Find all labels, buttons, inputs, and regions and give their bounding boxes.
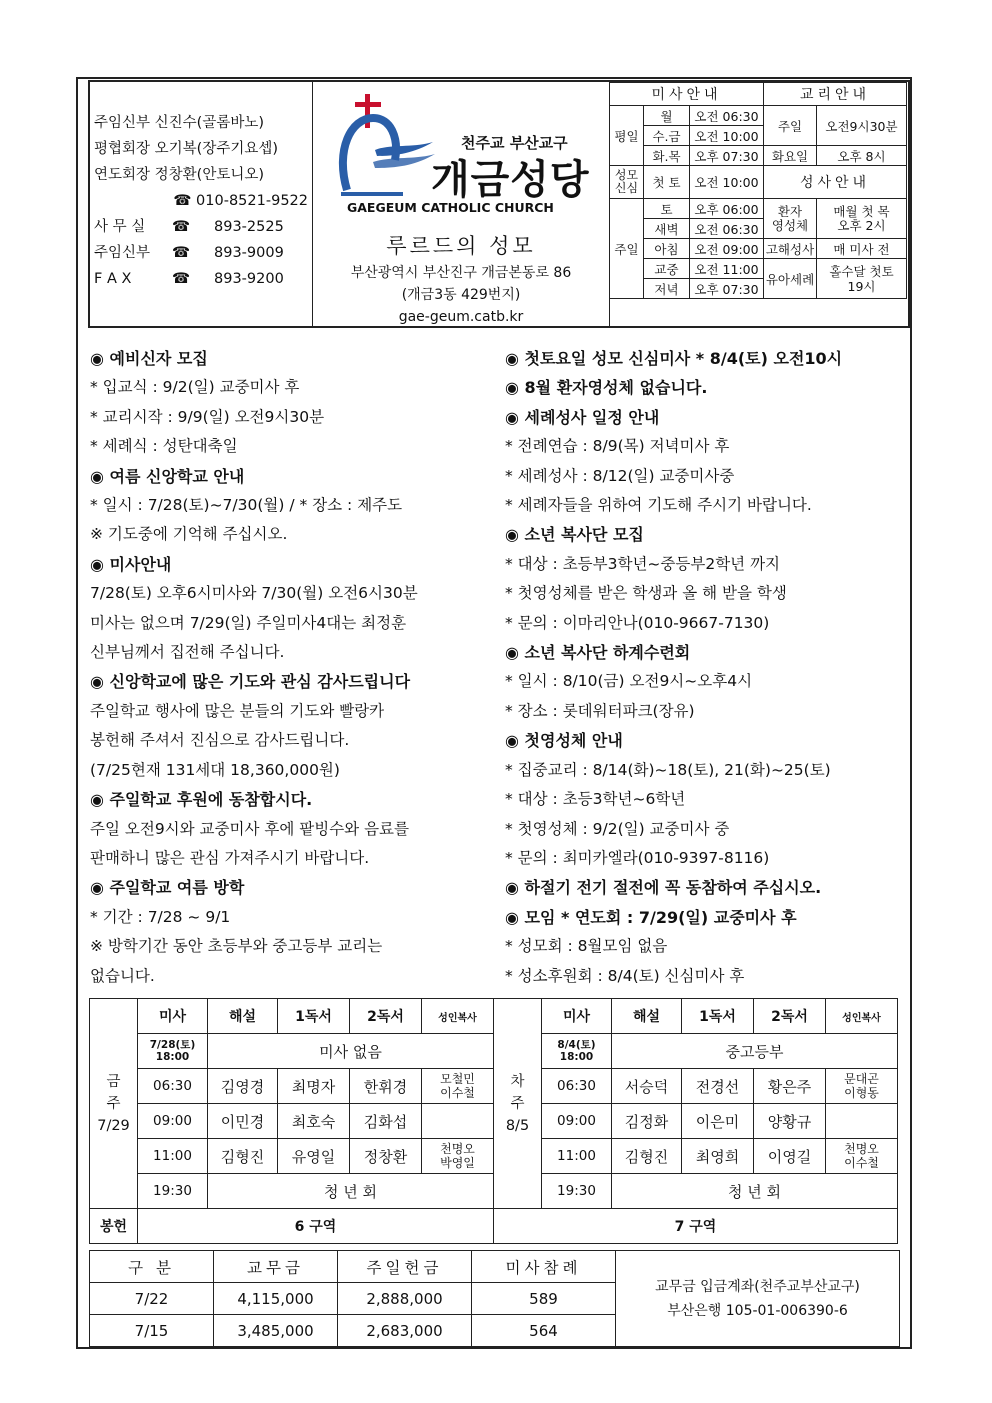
altar-server xyxy=(422,1104,494,1139)
account-line: 교무금 입금계좌(천주교부산교구) xyxy=(655,1278,860,1295)
sacrament-name: 유아세례 xyxy=(764,259,817,299)
weekday-label: 평일 xyxy=(610,106,644,166)
notice-line: 미사는 없으며 7/29(일) 주일미사4대는 최정훈 xyxy=(90,613,407,632)
commentator: 김정화 xyxy=(612,1104,682,1139)
notice-heading: ◉ 8월 환자영성체 없습니다. xyxy=(505,378,708,398)
rota-header: 해설 xyxy=(208,999,278,1034)
notice-heading: ◉ 모임 * 연도회 : 7/29(일) 교중미사 후 xyxy=(505,907,797,927)
mass-time: 오후 07:30 xyxy=(690,146,764,166)
staff-name: 오기복(장주기요셉) xyxy=(154,141,279,157)
finance-header: 미사참례 xyxy=(472,1251,616,1283)
second-reader: 이영길 xyxy=(754,1139,826,1174)
first-reader: 최영희 xyxy=(682,1139,754,1174)
catechism-title: 교리안내 xyxy=(764,83,907,106)
phone-label: 주임신부 xyxy=(94,245,151,261)
commentator: 김형진 xyxy=(208,1139,278,1174)
second-reader: 정창환 xyxy=(350,1139,422,1174)
rota-note: 청 년 회 xyxy=(612,1174,898,1209)
altar-server: 모철민 이수철 xyxy=(422,1069,494,1104)
staff-name: 신진수(골롬바노) xyxy=(154,115,265,131)
mass-day: 저녁 xyxy=(644,279,690,299)
rota-header: 1독서 xyxy=(682,999,754,1034)
second-reader: 양황규 xyxy=(754,1104,826,1139)
mass-time: 오후 07:30 xyxy=(690,279,764,299)
second-reader: 김화섭 xyxy=(350,1104,422,1139)
finance-header: 구 분 xyxy=(90,1251,214,1283)
mass-time: 오전 06:30 xyxy=(690,106,764,126)
sacrament-when: 매 미사 전 xyxy=(817,239,907,259)
altar-server: 천명오 이수철 xyxy=(826,1139,898,1174)
mass-time: 오후 06:00 xyxy=(690,199,764,219)
notice-line: * 대상 : 초등3학년~6학년 xyxy=(505,790,686,809)
notice-heading: ◉ 신앙학교에 많은 기도와 관심 감사드립니다 xyxy=(90,672,411,692)
mass-time: 오전 11:00 xyxy=(690,259,764,279)
offering-label: 봉헌 xyxy=(90,1209,138,1244)
rota-header: 2독서 xyxy=(754,999,826,1034)
finance-attendance: 589 xyxy=(472,1283,616,1315)
staff-council xyxy=(94,136,312,162)
mass-time: 오전 10:00 xyxy=(690,126,764,146)
mass-time: 오전 06:30 xyxy=(690,219,764,239)
notice-line: 신부님께서 집전해 주십니다. xyxy=(90,643,285,662)
priest-phone-row xyxy=(94,240,312,266)
finance-tithe: 3,485,000 xyxy=(214,1315,338,1347)
catechism-time: 오전9시30분 xyxy=(817,106,907,146)
first-reader: 전경선 xyxy=(682,1069,754,1104)
finance-date: 7/15 xyxy=(90,1315,214,1347)
notice-line: * 집중교리 : 8/14(화)~18(토), 21(화)~25(토) xyxy=(505,760,831,779)
notice-line: * 세례식 : 성탄대축일 xyxy=(90,437,238,456)
notice-line: * 첫영성체를 받은 학생과 올 해 받을 학생 xyxy=(505,584,787,603)
rota-note: 청 년 회 xyxy=(208,1174,494,1209)
staff-pastor xyxy=(94,110,312,136)
first-reader: 유영일 xyxy=(278,1139,350,1174)
address-line: (개금3동 429번지) xyxy=(401,287,521,303)
rota-header: 성인복사 xyxy=(826,999,898,1034)
staff-label: 연도회장 xyxy=(94,167,151,183)
rota-note: 중고등부 xyxy=(612,1034,898,1069)
notice-heading: ◉ 예비신자 모집 xyxy=(90,349,208,368)
notice-heading: ◉ 세례성사 일정 안내 xyxy=(505,407,660,427)
notice-line: 없습니다. xyxy=(90,966,155,985)
offering-this-week: 6 구역 xyxy=(138,1209,494,1244)
notice-line: * 성소후원회 : 8/4(토) 신심미사 후 xyxy=(505,966,745,985)
notice-line: 봉헌해 주셔서 진심으로 감사드립니다. xyxy=(90,731,350,750)
notice-line: * 일시 : 7/28(토)~7/30(월) / * 장소 : 제주도 xyxy=(90,496,403,515)
rota-note: 미사 없음 xyxy=(208,1034,494,1069)
mass-schedule-title: 미사안내 xyxy=(610,83,764,106)
mass-day: 화.목 xyxy=(644,146,690,166)
liturgy-rota xyxy=(89,998,898,1244)
commentator: 서승덕 xyxy=(612,1069,682,1104)
finance-tithe: 4,115,000 xyxy=(214,1283,338,1315)
fax-row xyxy=(94,266,312,292)
rota-time: 7/28(토) 18:00 xyxy=(138,1034,208,1069)
finance-header: 주일헌금 xyxy=(338,1251,472,1283)
staff-name: 정창환(안토니오) xyxy=(154,167,265,183)
mass-day: 교중 xyxy=(644,259,690,279)
rota-time: 06:30 xyxy=(542,1069,612,1104)
notice-heading: ◉ 하절기 전기 절전에 꼭 동참하여 주십시오. xyxy=(505,878,822,898)
sacrament-when: 매월 첫 목 오후 2시 xyxy=(817,199,907,239)
commentator: 김영경 xyxy=(208,1069,278,1104)
office-phone-row xyxy=(94,214,312,240)
offering-row xyxy=(90,1209,898,1244)
sunday-label: 주일 xyxy=(610,199,644,299)
phone-number: 893-2525 xyxy=(214,219,284,235)
mass-day: 첫 토 xyxy=(644,166,690,199)
offering-next-week: 7 구역 xyxy=(494,1209,898,1244)
mass-day: 월 xyxy=(644,106,690,126)
notice-heading: ◉ 소년 복사단 하계수련회 xyxy=(505,643,691,663)
staff-mobile: ☎ 010-8521-9522 xyxy=(173,193,308,209)
notice-line: * 첫영성체 : 9/2(일) 교중미사 중 xyxy=(505,819,730,838)
phone-number: 893-9200 xyxy=(214,271,284,287)
this-week-label: 금 주 7/29 xyxy=(90,999,138,1209)
notice-line: * 문의 : 최미카엘라(010-9397-8116) xyxy=(505,848,770,867)
catechism-day: 주일 xyxy=(764,106,817,146)
rota-time: 11:00 xyxy=(542,1139,612,1174)
mass-day: 토 xyxy=(644,199,690,219)
patron-saint: 루르드의 성모 xyxy=(386,234,536,258)
rota-time: 8/4(토) 18:00 xyxy=(542,1034,612,1069)
next-week-label: 차 주 8/5 xyxy=(494,999,542,1209)
rota-header: 2독서 xyxy=(350,999,422,1034)
notice-heading: ◉ 미사안내 xyxy=(90,554,172,574)
mass-time: 오전 10:00 xyxy=(690,166,764,199)
finance-header: 교무금 xyxy=(214,1251,338,1283)
first-reader: 이은미 xyxy=(682,1104,754,1139)
account-number: 부산은행 105-01-006390-6 xyxy=(667,1302,848,1319)
church-address xyxy=(313,262,609,328)
rota-header: 성인복사 xyxy=(422,999,494,1034)
commentator: 김형진 xyxy=(612,1139,682,1174)
notice-heading: ◉ 첫토요일 성모 신심미사 * 8/4(토) 오전10시 xyxy=(505,349,843,368)
rota-header: 미사 xyxy=(542,999,612,1034)
rota-header: 미사 xyxy=(138,999,208,1034)
finance-header-row xyxy=(90,1251,900,1283)
mass-day: 아침 xyxy=(644,239,690,259)
mass-time: 오전 09:00 xyxy=(690,239,764,259)
second-reader: 황은주 xyxy=(754,1069,826,1104)
notice-line: ※ 기도중에 기억해 주십시오. xyxy=(90,525,288,544)
notice-line: * 장소 : 롯데워터파크(장유) xyxy=(505,701,695,720)
staff-ydo xyxy=(94,162,312,188)
notice-line: * 입교식 : 9/2(일) 교중미사 후 xyxy=(90,378,300,397)
sacrament-name: 환자 영성체 xyxy=(764,199,817,239)
notice-line: 주일학교 행사에 많은 분들의 기도와 빨랑카 xyxy=(90,701,385,720)
rota-time: 09:00 xyxy=(542,1104,612,1139)
rota-header: 해설 xyxy=(612,999,682,1034)
commentator: 이민경 xyxy=(208,1104,278,1139)
notice-line: 7/28(토) 오후6시미사와 7/30(월) 오전6시30분 xyxy=(90,584,418,603)
notice-line: * 세례자들을 위하여 기도해 주시기 바랍니다. xyxy=(505,496,812,515)
schedule-table xyxy=(609,82,907,299)
diocese-name: 천주교 부산교구 xyxy=(461,134,568,152)
phone-number: 893-9009 xyxy=(214,245,284,261)
sacrament-name: 고해성사 xyxy=(764,239,817,259)
rota-time: 19:30 xyxy=(542,1174,612,1209)
rota-header-row xyxy=(90,999,898,1034)
notice-line: * 기간 : 7/28 ~ 9/1 xyxy=(90,907,231,926)
notice-line: * 성모회 : 8월모임 없음 xyxy=(505,937,668,956)
catechism-time: 오후 8시 xyxy=(817,146,907,166)
website-link[interactable]: gae-geum.catb.kr xyxy=(398,309,524,325)
notice-line: * 교리시작 : 9/9(일) 오전9시30분 xyxy=(90,407,325,426)
staff-label: 평협회장 xyxy=(94,141,151,157)
notice-heading: ◉ 여름 신앙학교 안내 xyxy=(90,466,245,486)
finance-attendance: 564 xyxy=(472,1315,616,1347)
finance-collection: 2,683,000 xyxy=(338,1315,472,1347)
announcements-right xyxy=(505,344,910,991)
notice-heading: ◉ 소년 복사단 모집 xyxy=(505,525,644,545)
mass-day: 새벽 xyxy=(644,219,690,239)
finance-collection: 2,888,000 xyxy=(338,1283,472,1315)
firstsat-label: 성모신심 xyxy=(610,166,644,199)
second-reader: 한휘경 xyxy=(350,1069,422,1104)
church-english-name: GAEGEUM CATHOLIC CHURCH xyxy=(347,200,554,215)
phone-icon: ☎ xyxy=(172,271,191,287)
notice-line: * 세례성사 : 8/12(일) 교중미사중 xyxy=(505,466,735,485)
notice-line: * 문의 : 이마리안나(010-9667-7130) xyxy=(505,613,770,632)
church-logo-icon xyxy=(333,90,443,210)
notice-line: ※ 방학기간 동안 초등부와 중고등부 교리는 xyxy=(90,937,383,956)
catechism-day: 화요일 xyxy=(764,146,817,166)
rota-header: 1독서 xyxy=(278,999,350,1034)
altar-server: 문대곤 이형동 xyxy=(826,1069,898,1104)
staff-label: 주임신부 xyxy=(94,115,151,131)
rota-time: 11:00 xyxy=(138,1139,208,1174)
notice-heading: ◉ 주일학교 여름 방학 xyxy=(90,878,245,898)
staff-directory xyxy=(94,110,312,292)
notice-line: 판매하니 많은 관심 가져주시기 바랍니다. xyxy=(90,848,370,867)
notice-line: * 일시 : 8/10(금) 오전9시~오후4시 xyxy=(505,672,753,691)
notice-heading: ◉ 주일학교 후원에 동참합시다. xyxy=(90,790,313,810)
notice-line: * 전례연습 : 8/9(목) 저녁미사 후 xyxy=(505,437,730,456)
finance-date: 7/22 xyxy=(90,1283,214,1315)
notice-line: * 대상 : 초등부3학년~중등부2학년 까지 xyxy=(505,554,781,573)
first-reader: 최명자 xyxy=(278,1069,350,1104)
address-line: 부산광역시 부산진구 개금본동로 86 xyxy=(350,265,572,281)
phone-label: F A X xyxy=(94,271,132,287)
notice-line: (7/25현재 131세대 18,360,000원) xyxy=(90,760,340,779)
rota-time: 09:00 xyxy=(138,1104,208,1139)
notice-line: 주일 오전9시와 교중미사 후에 팥빙수와 음료를 xyxy=(90,819,409,838)
phone-icon: ☎ xyxy=(172,245,191,261)
account-info xyxy=(616,1251,900,1347)
phone-icon: ☎ xyxy=(172,219,191,235)
notice-heading: ◉ 첫영성체 안내 xyxy=(505,731,623,751)
church-name: 개금성당 xyxy=(431,157,590,203)
announcements-left xyxy=(90,344,490,991)
finance-table xyxy=(89,1250,900,1347)
church-identity xyxy=(312,82,610,326)
rota-time: 06:30 xyxy=(138,1069,208,1104)
altar-server xyxy=(826,1104,898,1139)
sacraments-title: 성사안내 xyxy=(764,166,907,199)
sacrament-when: 홀수달 첫토 19시 xyxy=(817,259,907,299)
altar-server: 천명오 박영일 xyxy=(422,1139,494,1174)
mass-day: 수.금 xyxy=(644,126,690,146)
first-reader: 최호숙 xyxy=(278,1104,350,1139)
phone-label: 사 무 실 xyxy=(94,219,146,235)
rota-time: 19:30 xyxy=(138,1174,208,1209)
